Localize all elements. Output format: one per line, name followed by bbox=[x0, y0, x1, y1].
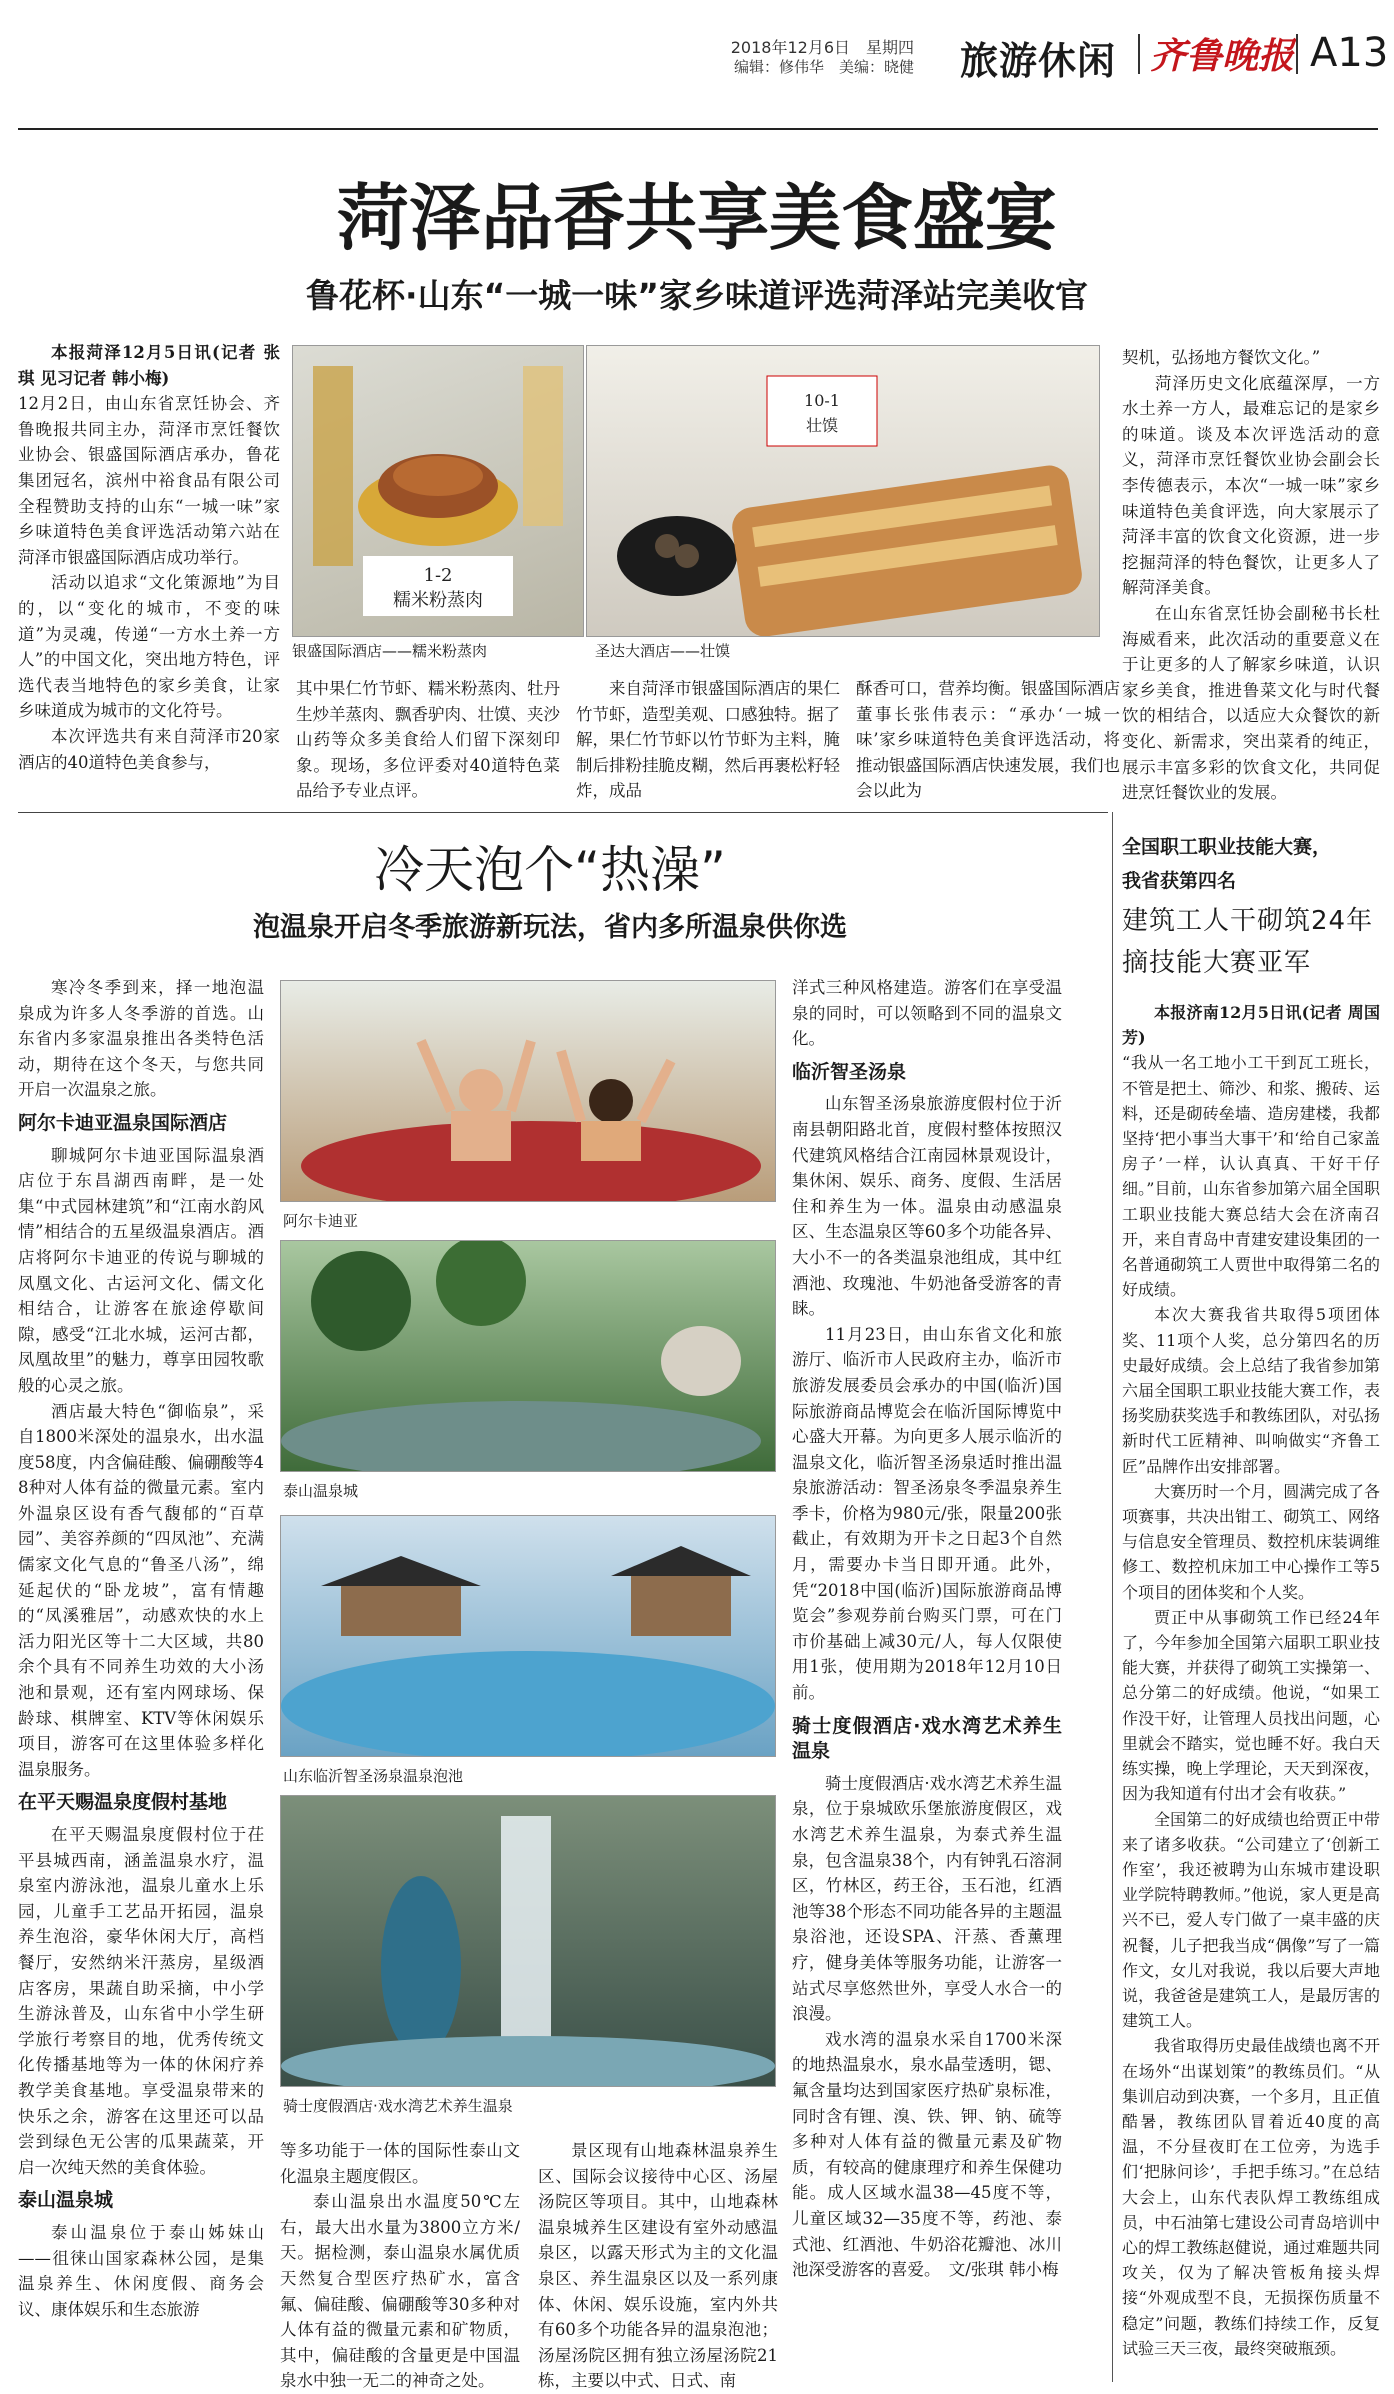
title-line: 建筑工人干砌筑24年 bbox=[1122, 906, 1374, 936]
article1-subtitle: 鲁花杯·山东“一城一味”家乡味道评选菏泽站完美收官 bbox=[306, 276, 1088, 315]
paragraph: 泰山温泉出水温度50℃左右，最大出水量为3800立方米/天。据检测，泰山温泉水属优质天然复合型医疗热矿水，富含氟、偏硅酸、偏硼酸等30多种对人体有益的微量元素和矿物质，其中，偏硅酸的含量更是中国温泉水中独一无二的神奇之处。 bbox=[280, 2192, 520, 2391]
paragraph: 等多功能于一体的国际性泰山文化温泉主题度假区。 bbox=[280, 2141, 520, 2186]
article2-col-b1 bbox=[280, 2138, 520, 2394]
subheading: 骑士度假酒店·戏水湾艺术养生温泉 bbox=[792, 1714, 1062, 1763]
kicker-line: 我省获第四名 bbox=[1122, 870, 1237, 892]
subheading: 泰山温泉城 bbox=[18, 2189, 114, 2212]
divider bbox=[1138, 34, 1140, 74]
article2-subtitle: 泡温泉开启冬季旅游新玩法，省内多所温泉供你选 bbox=[253, 912, 847, 943]
photo-taishan bbox=[280, 1240, 776, 1472]
byline: 本报菏泽12月5日讯(记者 张琪 见习记者 韩小梅) bbox=[18, 343, 280, 388]
subheading: 阿尔卡迪亚温泉国际酒店 bbox=[18, 1111, 228, 1134]
kicker-line: 全国职工职业技能大赛， bbox=[1122, 836, 1332, 858]
article1-col2 bbox=[296, 676, 560, 804]
editor-credit: 编辑：修伟华 美编：晓健 bbox=[733, 58, 914, 76]
paragraph: 聊城阿尔卡迪亚国际温泉酒店位于东昌湖西南畔，是一处集“中式园林建筑”和“江南水韵风情”相结合的五星级温泉酒店。酒店将阿尔卡迪亚的传说与聊城的凤凰文化、古运河文化、儒文化相结合，让游客在旅途停歇间隙，感受“江北水城，运河古都，凤凰故里”的魅力，尊享田园牧歌般的心灵之旅。 bbox=[18, 1145, 264, 1395]
article3-body bbox=[1122, 1000, 1380, 2361]
paragraph: 本次大赛我省共取得5项团体奖、11项个人奖，总分第四名的历史最好成绩。会上总结了我省参加第六届全国职工职业技能大赛工作，表扬奖励获奖选手和教练团队，对弘扬新时代工匠精神、叫响做实“齐鲁工匠”品牌作出安排部署。 bbox=[1122, 1305, 1380, 1476]
paragraph: 其中果仁竹节虾、糯米粉蒸肉、牡丹生炒羊蒸肉、飘香驴肉、壮馍、夹沙山药等众多美食给人们留下深刻印象。现场，多位评委对40道特色菜品给予专业点评。 bbox=[296, 679, 560, 801]
article2-col-c bbox=[792, 975, 1062, 2283]
spa-waterfall-image bbox=[281, 1796, 775, 2086]
photo-caption: 骑士度假酒店·戏水湾艺术养生温泉 bbox=[283, 2097, 513, 2115]
article2-title: 冷天泡个“热澡” bbox=[374, 841, 726, 899]
paragraph: 契机，弘扬地方餐饮文化。” bbox=[1122, 348, 1321, 367]
top-rule bbox=[18, 128, 1378, 130]
paragraph: 全国第二的好成绩也给贾正中带来了诸多收获。“公司建立了‘创新工作室’，我还被聘为山东城市建设职业学院特聘教师。”他说，家人更是高兴不已，爱人专门做了一桌丰盛的庆祝餐，儿子把我当成“偶像”写了一篇作文，女儿对我说，我以后要大声地说，我爸爸是建筑工人，是最厉害的建筑工人。 bbox=[1122, 1809, 1380, 2031]
dish-name-label: 壮馍 bbox=[805, 416, 839, 435]
hot-spring-garden-image bbox=[281, 1241, 775, 1471]
photo-qishi bbox=[280, 1795, 776, 2087]
photo-arcadia bbox=[280, 980, 776, 1202]
paragraph: 在平天赐温泉度假村位于茌平县城西南，涵盖温泉水疗，温泉室内游泳池，温泉儿童水上乐园，儿童手工艺品开拓园，温泉养生泡浴，豪华休闲大厅，高档餐厅，安然纳米汗蒸房，星级酒店客房，果蔬自助采摘，中小学生游泳普及，山东省中小学生研学旅行考察目的地，优秀传统文化传播基地等为一体的休闲疗养教学美食基地。享受温泉带来的快乐之余，游客在这里还可以品尝到绿色无公害的瓜果蔬菜，开启一次纯天然的美食体验。 bbox=[18, 1825, 264, 2177]
issue-date: 2018年12月6日 星期四 bbox=[730, 38, 914, 57]
paragraph: “我从一名工地小工干到瓦工班长，不管是把土、筛沙、和浆、搬砖、运料，还是砌砖垒墙、造房建楼，我都坚持‘把小事当大事干’和‘给自己家盖房子’一样，认认真真、干好干仔细。”目前，山东省参加第六届全国职工职业技能大赛总结大会在济南召开，来自青岛中青建安建设集团的一名普通砌筑工人贾世中取得第二名的好成绩。 bbox=[1122, 1053, 1380, 1300]
article2-col-a bbox=[18, 975, 264, 2322]
photo1-caption: 银盛国际酒店——糯米粉蒸肉 bbox=[292, 642, 488, 660]
article2-col-b2 bbox=[538, 2138, 778, 2394]
section-title: 旅游休闲 bbox=[960, 39, 1117, 83]
photo-fenzhengrou bbox=[292, 345, 584, 637]
paragraph: 景区现有山地森林温泉养生区、国际会议接待中心区、汤屋汤院区等项目。其中，山地森林温泉城养生区建设有室外动感温泉区，以露天形式为主的文化温泉区、养生温泉区以及一系列康体、休闲、娱乐设施，室内外共有60多个功能各异的温泉泡池；汤屋汤院区拥有独立汤屋汤院21栋，主要以中式、日式、南 bbox=[538, 2141, 778, 2391]
hot-spring-bathers-image bbox=[281, 981, 775, 1201]
paragraph: 在山东省烹饪协会副秘书长杜海威看来，此次活动的重要意义在于让更多的人了解家乡味道，认识家乡美食，推进鲁菜文化与时代餐饮的相结合，以适应大众餐饮的新变化、新需求，突出菜肴的纯正，展示丰富多彩的饮食文化，共同促进烹饪餐饮业的发展。 bbox=[1122, 603, 1380, 803]
paragraph: 我省取得历史最佳战绩也离不开在场外“出谋划策”的教练员们。“从集训启动到决赛，一个多月，且正值酷暑，教练团队冒着近40度的高温，不分昼夜盯在工位旁，为选手们‘把脉问诊’，手把手练习。”在总结大会上，山东代表队焊工教练组成员，中石油第七建设公司青岛培训中心的焊工教练赵健说，通过难题共同攻关，仅为了解决管板角接头焊接“外观成型不良，无损探伤质量不稳定”问题，教练们持续工作，反复试验三天三夜，最终突破瓶颈。 bbox=[1122, 2036, 1380, 2358]
photo-caption: 山东临沂智圣汤泉温泉泡池 bbox=[283, 1767, 464, 1785]
paragraph: 大赛历时一个月，圆满完成了各项赛事，共决出钳工、砌筑工、网络与信息安全管理员、数控机床装调维修工、数控机床加工中心操作工等5个项目的团体奖和个人奖。 bbox=[1122, 1481, 1380, 1602]
title-line: 摘技能大赛亚军 bbox=[1122, 948, 1312, 978]
photo2-caption: 圣达大酒店——壮馍 bbox=[595, 642, 731, 660]
steamed-pork-image bbox=[293, 346, 583, 636]
paragraph: 酥香可口，营养均衡。银盛国际酒店董事长张伟表示：“承办‘一城一味’家乡味道特色美食评选活动，将推动银盛国际酒店快速发展，我们也会以此为 bbox=[856, 679, 1120, 801]
section-rule bbox=[18, 812, 1108, 813]
paragraph: 菏泽历史文化底蕴深厚，一方水土养一方人，最难忘记的是家乡的味道。谈及本次评选活动的意义，菏泽市烹饪餐饮业协会副会长李传德表示，本次“一城一味”家乡味道特色美食评选，向大家展示了菏泽丰富的饮食文化资源，进一步挖掘菏泽的特色餐饮，让更多人了解菏泽美食。 bbox=[1122, 373, 1380, 598]
paragraph: 戏水湾的温泉水采自1700米深的地热温泉水，泉水晶莹透明，锶、氟含量均达到国家医疗热矿泉标准，同时含有锂、溴、铁、钾、钠、硫等多种对人体有益的微量元素及矿物质，有较高的健康理疗和养生保健功能。成人区域水温38—45度不等，儿童区域32—35度不等，药池、泰式池、红酒池、牛奶浴花瓣池、冰川池深受游客的喜爱。 文/张琪 韩小梅 bbox=[792, 2029, 1062, 2280]
paragraph: 骑士度假酒店·戏水湾艺术养生温泉，位于泉城欧乐堡旅游度假区，戏水湾艺术养生温泉，为泰式养生温泉，包含温泉38个，内有钟乳石溶洞区，竹林区，药王谷，玉石池，红酒池等38个形态不同功能各异的主题温泉浴池，还设SPA、汗蒸、香薰理疗，健身美体等服务功能，让游客一站式尽享悠然世外，享受人水合一的浪漫。 bbox=[792, 1773, 1062, 2024]
paragraph: 贾正中从事砌筑工作已经24年了，今年参加全国第六届职工职业技能大赛，并获得了砌筑工实操第一、总分第二的好成绩。他说，“如果工作没干好，让管理人员找出问题，心里就会不踏实，觉也睡不好。我白天练实操，晚上学理论，天天到深夜，因为我知道有付出才会有收获。” bbox=[1122, 1607, 1380, 1804]
paragraph: 酒店最大特色“御临泉”，采自1800米深处的温泉水，出水温度58度，内含偏硅酸、偏硼酸等48种对人体有益的微量元素。室内外温泉区设有香气馥郁的“百草园”、美容养颜的“四凤池”、充满儒家文化气息的“鲁圣八汤”，绵延起伏的“卧龙坡”，富有情趣的“凤溪雅居”，动感欢快的水上活力阳光区等十二大区域，共80余个具有不同养生功效的大小汤池和景观，还有室内网球场、保龄球、棋牌室、KTV等休闲娱乐项目，游客可在这里体验多样化温泉服务。 bbox=[18, 1401, 264, 1779]
paragraph: 活动以追求“文化策源地”为目的，以“变化的城市，不变的味道”为灵魂，传递“一方水土养一方人”的中国文化，突出地方特色，评选代表当地特色的家乡美食，让家乡味道成为城市的文化符号。 bbox=[18, 573, 280, 721]
paragraph: 山东智圣汤泉旅游度假村位于沂南县朝阳路北首，度假村整体按照汉代建筑风格结合江南园林景观设计，集休闲、娱乐、商务、度假、生活居住和养生为一体。温泉由动感温泉区、生态温泉区等60多个功能各异、大小不一的各类温泉池组成，其中红酒池、玫瑰池、牛奶池备受游客的青睐。 bbox=[792, 1094, 1062, 1319]
zhuangmo-image bbox=[587, 346, 1099, 636]
newspaper-logo: 齐鲁晚报 bbox=[1150, 35, 1295, 77]
paragraph: 洋式三种风格建造。游客们在享受温泉的同时，可以领略到不同的温泉文化。 bbox=[792, 978, 1062, 1049]
paragraph: 12月2日，由山东省烹饪协会、齐鲁晚报共同主办，菏泽市烹饪餐饮业协会、银盛国际酒店承办，鲁花集团冠名，滨州中裕食品有限公司全程赞助支持的山东“一城一味”家乡味道特色美食评选活动第六站在菏泽市银盛国际酒店成功举行。 bbox=[18, 394, 280, 567]
masthead bbox=[0, 0, 1394, 120]
photo-caption: 泰山温泉城 bbox=[283, 1482, 359, 1500]
subheading: 在平天赐温泉度假村基地 bbox=[18, 1791, 228, 1814]
article1-col3 bbox=[576, 676, 840, 804]
photo-zhuangmo bbox=[586, 345, 1100, 637]
page-number: A13 bbox=[1310, 30, 1389, 76]
article3-kicker bbox=[1122, 830, 1382, 898]
paragraph: 11月23日，由山东省文化和旅游厅、临沂市人民政府主办，临沂市旅游发展委员会承办的中国(临沂)国际旅游商品博览会在临沂国际博览中心盛大开幕。为向更多人展示临沂的温泉文化，临沂智圣汤泉适时推出温泉旅游活动：智圣汤泉冬季温泉养生季卡，价格为980元/张，限量200张截止，有效期为开卡之日起3个自然月，需要办卡当日即开通。此外，凭“2018中国(临沂)国际旅游商品博览会”参观券前台购买门票，可在门市价基础上减30元/人，每人仅限使用1张，使用期为2018年12月10日前。 bbox=[792, 1324, 1062, 1703]
dish-number-label: 10-1 bbox=[804, 391, 840, 410]
article1-col5 bbox=[1122, 345, 1380, 806]
article1-title: 菏泽品香共享美食盛宴 bbox=[336, 176, 1057, 260]
photo-linyi bbox=[280, 1515, 776, 1757]
article1-col4 bbox=[856, 676, 1120, 804]
spring-pool-pavilion-image bbox=[281, 1516, 775, 1756]
photo-caption: 阿尔卡迪亚 bbox=[283, 1212, 359, 1230]
dish-name-label: 糯米粉蒸肉 bbox=[393, 590, 483, 611]
byline: 本报济南12月5日讯(记者 周国芳) bbox=[1122, 1003, 1380, 1048]
subheading: 临沂智圣汤泉 bbox=[792, 1060, 907, 1083]
column-rule bbox=[1112, 812, 1113, 2382]
paragraph: 泰山温泉位于泰山姊妹山——徂徕山国家森林公园，是集温泉养生、休闲度假、商务会议、康体娱乐和生态旅游 bbox=[18, 2222, 264, 2319]
dish-number-label: 1-2 bbox=[423, 565, 453, 586]
paragraph: 本次评选共有来自菏泽市20家酒店的40道特色美食参与， bbox=[18, 726, 280, 772]
article3-title bbox=[1122, 900, 1384, 984]
paragraph: 来自菏泽市银盛国际酒店的果仁竹节虾，造型美观、口感独特。据了解，果仁竹节虾以竹节虾为主料，腌制后排粉挂脆皮糊，然后再裹松籽轻炸，成品 bbox=[576, 679, 840, 801]
divider bbox=[1296, 34, 1298, 74]
paragraph: 寒冷冬季到来，择一地泡温泉成为许多人冬季游的首选。山东省内多家温泉推出各类特色活动，期待在这个冬天，与您共同开启一次温泉之旅。 bbox=[18, 978, 264, 1100]
article1-col1 bbox=[18, 340, 280, 775]
